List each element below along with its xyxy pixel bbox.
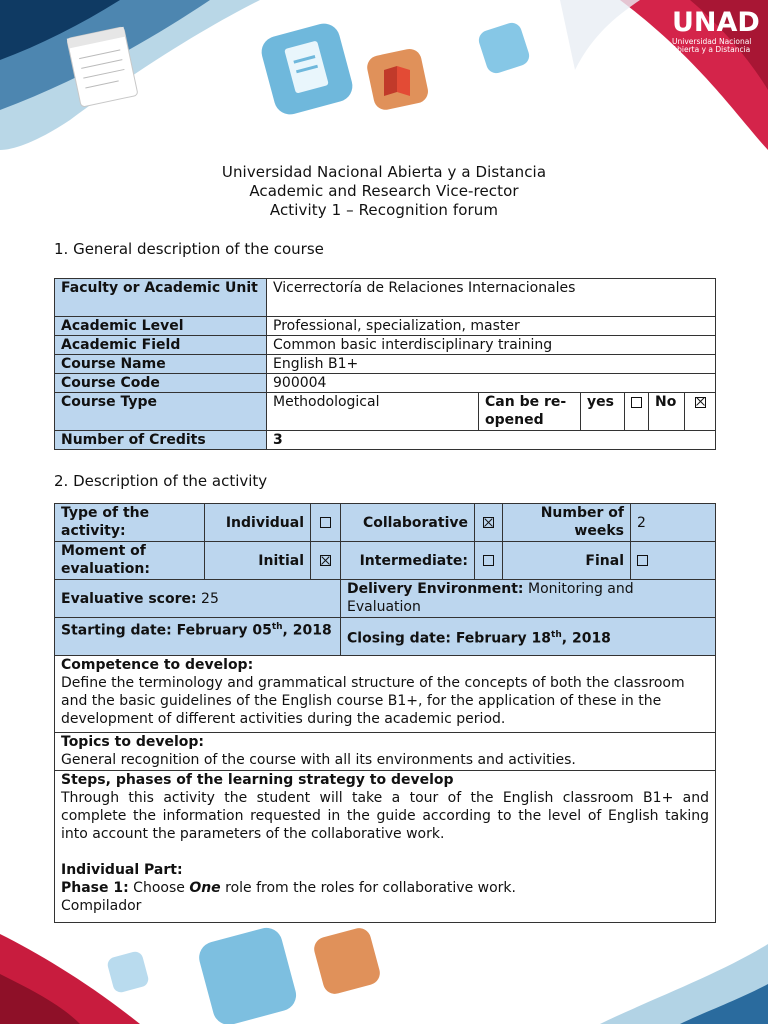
course-type-value: Methodological bbox=[267, 393, 479, 431]
course-description-table bbox=[54, 278, 716, 450]
phase1-text-b: role from the roles for collaborative work. bbox=[225, 880, 516, 896]
individual-label: Individual bbox=[205, 504, 311, 542]
logo-text: UNAD bbox=[672, 7, 760, 38]
env-cell bbox=[341, 580, 716, 618]
book-tile-icon bbox=[360, 42, 435, 117]
notepad-icon bbox=[55, 18, 150, 113]
phase1-text-a: Choose bbox=[133, 880, 185, 896]
score-value: 25 bbox=[201, 590, 219, 607]
credits-label: Number of Credits bbox=[55, 431, 267, 450]
competence-title: Competence to develop: bbox=[61, 657, 254, 673]
env-value: Monitoring and Evaluation bbox=[347, 581, 634, 615]
faculty-label: Faculty or Academic Unit bbox=[55, 279, 267, 317]
close-date-sup: th bbox=[551, 629, 562, 640]
empty-checkbox-icon bbox=[320, 517, 331, 528]
steps-cell bbox=[55, 771, 716, 923]
small-blue-tile bbox=[474, 18, 534, 78]
logo-line1: Universidad Nacional bbox=[672, 37, 752, 46]
phase1-line bbox=[61, 879, 709, 897]
collaborative-label: Collaborative bbox=[341, 504, 475, 542]
course-type-label: Course Type bbox=[55, 393, 267, 431]
start-date-tail: , 2018 bbox=[282, 622, 332, 639]
clipboard-tile-icon bbox=[252, 14, 362, 124]
section2-heading: 2. Description of the activity bbox=[54, 472, 268, 490]
empty-checkbox-icon bbox=[483, 555, 494, 566]
credits-value: 3 bbox=[267, 431, 716, 450]
checked-checkbox-icon bbox=[320, 555, 331, 566]
level-value: Professional, specialization, master bbox=[267, 317, 716, 336]
no-label: No bbox=[649, 393, 685, 431]
yes-label: yes bbox=[581, 393, 625, 431]
start-date-label: Starting date: February 05 bbox=[61, 622, 272, 639]
initial-checkbox[interactable] bbox=[311, 542, 341, 580]
intermediate-checkbox[interactable] bbox=[475, 542, 503, 580]
final-label: Final bbox=[503, 542, 631, 580]
score-cell bbox=[55, 580, 341, 618]
topics-title: Topics to develop: bbox=[61, 734, 204, 750]
reopen-label: Can be re-opened bbox=[479, 393, 581, 431]
level-label: Academic Level bbox=[55, 317, 267, 336]
collaborative-checkbox[interactable] bbox=[475, 504, 503, 542]
start-date-sup: th bbox=[271, 622, 283, 632]
empty-checkbox-icon bbox=[631, 397, 642, 408]
compilador-text: Compilador bbox=[61, 898, 142, 914]
individual-part-title: Individual Part: bbox=[61, 862, 183, 878]
no-checkbox[interactable] bbox=[685, 393, 716, 431]
activity-type-label: Type of the activity: bbox=[55, 504, 205, 542]
close-date-label: Closing date: February 18 bbox=[347, 630, 552, 647]
unad-logo bbox=[672, 7, 760, 54]
env-label: Delivery Environment: bbox=[347, 581, 524, 597]
weeks-value: 2 bbox=[631, 504, 716, 542]
close-date-tail: , 2018 bbox=[561, 630, 611, 647]
course-code-value: 900004 bbox=[267, 374, 716, 393]
section1-heading: 1. General description of the course bbox=[54, 240, 324, 258]
empty-checkbox-icon bbox=[637, 555, 648, 566]
document-title bbox=[0, 163, 768, 220]
steps-title: Steps, phases of the learning strategy to develop bbox=[61, 772, 454, 788]
faculty-value: Vicerrectoría de Relaciones Internacionales bbox=[267, 279, 716, 317]
competence-text: Define the terminology and grammatical structure of the concepts of both the classroom and the basic guidelines of the English course B1+, for the application of these in the development of different activities during the academic period. bbox=[61, 675, 685, 727]
checked-checkbox-icon bbox=[695, 397, 706, 408]
score-label: Evaluative score: bbox=[61, 590, 197, 607]
initial-label: Initial bbox=[205, 542, 311, 580]
start-date-cell bbox=[55, 618, 341, 656]
title-activity: Activity 1 – Recognition forum bbox=[269, 201, 499, 219]
course-name-value: English B1+ bbox=[267, 355, 716, 374]
individual-checkbox[interactable] bbox=[311, 504, 341, 542]
title-vice-rector: Academic and Research Vice-rector bbox=[249, 182, 519, 200]
yes-checkbox[interactable] bbox=[625, 393, 649, 431]
intermediate-label: Intermediate: bbox=[341, 542, 475, 580]
close-date-cell bbox=[341, 618, 716, 656]
competence-cell bbox=[55, 656, 716, 733]
phase1-label: Phase 1: bbox=[61, 880, 129, 896]
field-value: Common basic interdisciplinary training bbox=[267, 336, 716, 355]
logo-line2: Abierta y a Distancia bbox=[672, 45, 751, 54]
course-name-label: Course Name bbox=[55, 355, 267, 374]
moment-label: Moment of evaluation: bbox=[55, 542, 205, 580]
topics-cell bbox=[55, 733, 716, 771]
activity-description-table bbox=[54, 503, 716, 923]
title-university: Universidad Nacional Abierta y a Distancia bbox=[221, 163, 547, 181]
final-checkbox[interactable] bbox=[631, 542, 716, 580]
steps-text: Through this activity the student will take a tour of the English classroom B1+ and complete the information requested in the guide according to the level of English taking into account the parameters of the collaborative work. bbox=[61, 790, 709, 842]
weeks-label: Number of weeks bbox=[503, 504, 631, 542]
course-code-label: Course Code bbox=[55, 374, 267, 393]
topics-text: General recognition of the course with all its environments and activities. bbox=[61, 752, 576, 768]
phase1-emphasis: One bbox=[189, 880, 221, 896]
field-label: Academic Field bbox=[55, 336, 267, 355]
checked-checkbox-icon bbox=[483, 517, 494, 528]
